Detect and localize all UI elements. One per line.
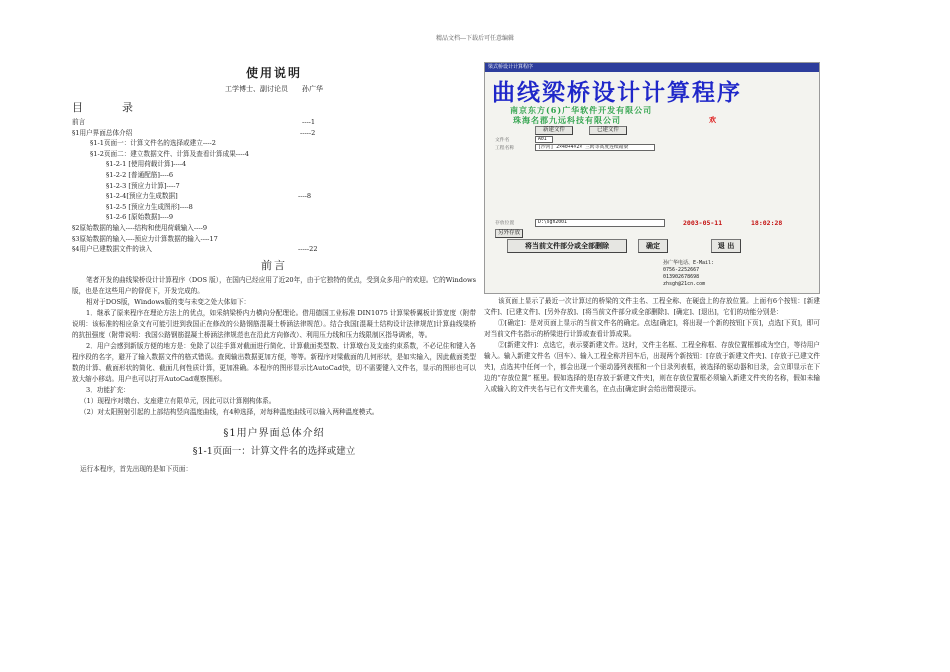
exit-button[interactable]: 退 出 [711, 239, 741, 253]
toc-entry-text: §1-2-2 [普通配筋]----6 [106, 170, 174, 179]
toc-entry [72, 128, 476, 139]
paragraph: 3．功能扩充： [86, 385, 130, 394]
file-name-field[interactable]: A01 [535, 136, 553, 143]
toc-entry [72, 191, 476, 202]
toc-entry-text: §1用户界面总体介绍 [72, 128, 133, 137]
toc-entry-text: §1-2-6 [原始数据]----9 [106, 213, 174, 222]
new-file-button[interactable]: 新建文件 [535, 126, 573, 135]
project-name-field[interactable]: [沙河] 2×40+4×2× 三跨等高度连续箱梁 [535, 144, 655, 151]
author-line: 工学博士、副讨论员 孙广华 [225, 85, 323, 93]
toc-entry-text: §1-2-5 [预应力生成图形]----8 [106, 202, 193, 211]
toc-entry [72, 234, 476, 245]
page-header: 精品文档---下载后可任意编辑 [435, 35, 515, 42]
toc-entry-text: §1-1页面一：计算文件名的选择或建立----2 [90, 139, 216, 148]
save-elsewhere-button[interactable]: 另外存放 [495, 229, 523, 238]
toc-entry-text: 前言 [72, 118, 86, 126]
left-column [72, 66, 476, 475]
preface-heading: 前言 [261, 258, 287, 272]
paragraph: ①[确定]：是对页面上显示的当前文件名的确定。点选[确定]，将出现一个新的按钮[下页]，点选[下页]，即可对当前文件名指示的桥梁进行计算或查看计算成果。 [484, 319, 820, 338]
toc-entry [72, 138, 476, 149]
toc-entry [72, 170, 476, 181]
section-heading: §1用户界面总体介绍 [223, 427, 325, 439]
date-display: 2003-05-11 [683, 219, 723, 227]
toc-entry-text: §3原始数据的输入----预应力计算数据的输入----17 [72, 234, 218, 243]
paragraph: （2）对太阳照射引起的上部结构竖向温度曲线，有4种选择，对每种温度曲线可以输入两种温度模式。 [80, 407, 379, 416]
toc-entry [72, 223, 476, 234]
toc-entry-text: §1-2-3 [预应力计算]----7 [106, 181, 180, 190]
storage-location-label: 存放位置 [495, 221, 515, 226]
toc-entry [72, 149, 476, 160]
time-display: 18:02:28 [751, 219, 783, 227]
paragraph: 相对于DOS版，Windows版的变与未变之处大体如下： [86, 297, 251, 306]
window-title: 梁式桥设计计算程序 [485, 63, 819, 72]
paragraph: （1）现程序对墩台、支座建立有限单元，因此可以计算刚构体系。 [80, 396, 276, 405]
toc-entry-page: ----8 [298, 192, 312, 201]
toc-entry-page: ----1 [302, 118, 316, 126]
app-title: 曲线梁桥设计计算程序 [492, 80, 742, 106]
company-name: 珠海名郡九远科技有限公司 [513, 115, 621, 125]
program-screenshot [484, 62, 820, 294]
toc-entry [72, 181, 476, 192]
welcome-mark: 欢 [709, 115, 716, 124]
document-title: 使用说明 [245, 66, 302, 80]
toc-entry-text: §1-2-1 [使用荷载计算]----4 [106, 160, 187, 169]
toc-entry-page: -----2 [300, 128, 316, 137]
toc-entry [72, 202, 476, 213]
existing-file-button[interactable]: 已建文件 [589, 126, 627, 135]
contact-line: 孙广华电话、E-Mail: [663, 260, 715, 266]
toc-entry-page: -----22 [298, 245, 318, 254]
contact-line: 013902678698 [663, 274, 700, 280]
storage-location-field[interactable]: D:\sgh2001 [535, 219, 665, 227]
paragraph: 运行本程序，首先出现的是如下页面： [80, 464, 193, 473]
toc-entry-text: §2原始数据的输入----结构和使用荷载输入----9 [72, 223, 208, 232]
subsection-heading: §1-1页面一：计算文件名的选择或建立 [192, 445, 356, 457]
toc-entry-text: §1-2-4[预应力生成数据] [106, 192, 178, 201]
contact-line: 0756-2252667 [663, 267, 700, 273]
toc-entry [72, 212, 476, 223]
toc-entry-text: §1-2页面二：建立数据文件、计算及查看计算成果----4 [90, 149, 249, 158]
company-name: 南京东方(6)广华软件开发有限公司 [510, 105, 653, 115]
right-column [484, 296, 820, 395]
file-name-label: 文件名 [495, 138, 510, 143]
contact-info [663, 260, 714, 288]
toc-entry [72, 117, 476, 128]
paragraph: 笔者开发的曲线梁桥设计计算程序（DOS 版），在国内已经应用了近20年，由于它独特的优点，受到众多用户的欢迎。它的Windows版，也是在这些用户的督促下，开发完成的。 [72, 275, 476, 295]
paragraph: 该页面上显示了最近一次计算过的桥梁的文件主名、工程全称、在硬盘上的存放位置。上面有6个按钮：[新建文件]、[已建文件]、[另外存放]、[将当前文件部分或全部删除]、[确定]、[退出]，它们的功能分别是： [484, 297, 820, 316]
toc-entry [72, 159, 476, 170]
table-of-contents [72, 117, 476, 255]
confirm-button[interactable]: 确定 [638, 239, 668, 253]
toc-entry [72, 244, 476, 255]
paragraph: 2．用户会感到新版方便的地方是：免除了以往手算对截面进行简化、计算截面类型数、计算墩台及支座约束系数，不必记住和键入各程序段的名字，避开了输入数据文件的格式错误。查阅输出数据更加方便，等等。新程序对梁截面的几何形状，是如实输入，因此截面类型数的计算、截面形状的简化、截面几何性质计算，更加准确。本程序的图形显示比AutoCad快，切不需要键入文件名，显示的图形也可以放大缩小移动。用户也可以打开AutoCad观察图形。 [72, 341, 476, 383]
paragraph: ②[新建文件]：点选它，表示要新建文件。这时，文件主名框、工程全称框、存放位置框都成为空白，等待用户输入。输入新建文件名（回车）、输入工程全称并回车后，出现两个新按钮：[存放于新建文件夹]、[存放于已建文件夹]，点选其中任何一个，都会出现一个驱动器列表框和一个目录列表框，被选择的驱动器和目录，会立即显示在下边的“存放位置” 框里。假如选择的是[存放于新建文件夹]，则在存放位置框必须输入新建文件夹的名称，假如未输入或输入的文件夹名与已有文件夹重名，在点击[确定]时会给出错误提示。 [484, 341, 820, 393]
project-name-label: 工程名称 [495, 146, 515, 151]
paragraph: 1．继承了原来程序在理论方法上的优点，如采纳梁桥内力横向分配理论。借用德国工业标准 DIN1075 计算梁桥翼板计算宽度（附带说明：该标准的相应条文有可能引进到我国正在修改的公路钢筋混凝土桥涵法律规范）。结合我国[混凝土结构设计法律规范]计算曲线梁桥的抗扭强度（附带说明：我国公路钢筋混凝土桥涵法律规范也在沿此方向修改）、利用压力线和压力线限制区指导调索，等。 [72, 308, 476, 339]
toc-heading: 目 录 [72, 101, 147, 114]
contact-line: zhsgh@21cn.com [663, 281, 706, 287]
toc-entry-text: §4用户已建数据文件的读入 [72, 245, 153, 254]
delete-current-file-button[interactable]: 将当前文件部分或全部删除 [507, 239, 627, 253]
